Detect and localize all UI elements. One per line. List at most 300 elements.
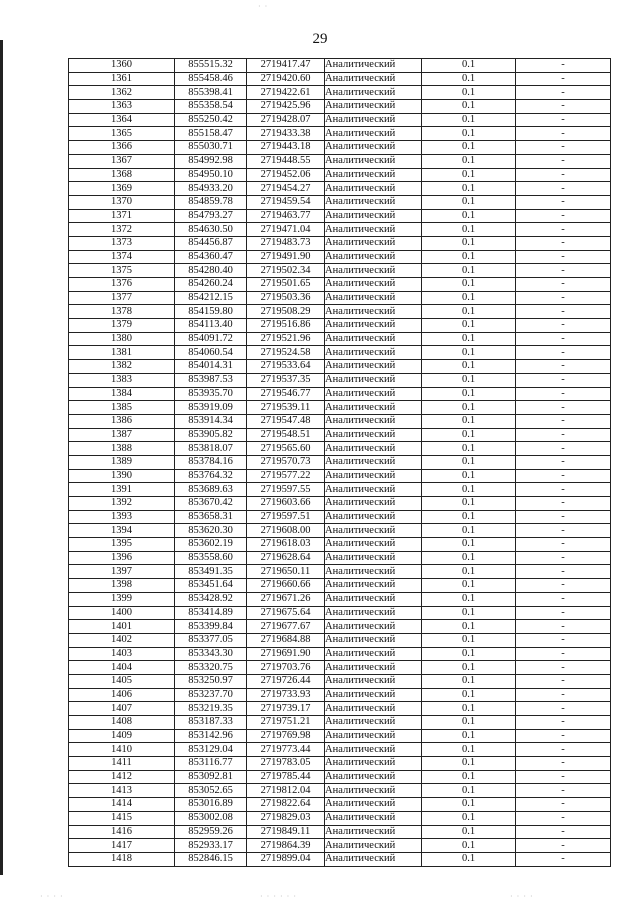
y-coordinate-cell: 2719785.44 [247,770,325,784]
x-coordinate-cell: 853919.09 [175,401,247,415]
y-coordinate-cell: 2719660.66 [247,579,325,593]
point-number-cell: 1384 [69,387,175,401]
x-coordinate-cell: 854014.31 [175,360,247,374]
note-cell: - [516,291,611,305]
method-cell: Аналитический [325,428,422,442]
accuracy-cell: 0.1 [422,100,516,114]
note-cell: - [516,72,611,86]
x-coordinate-cell: 855398.41 [175,86,247,100]
note-cell: - [516,86,611,100]
method-cell: Аналитический [325,442,422,456]
point-number-cell: 1400 [69,606,175,620]
note-cell: - [516,606,611,620]
point-number-cell: 1386 [69,414,175,428]
method-cell: Аналитический [325,223,422,237]
note-cell: - [516,346,611,360]
accuracy-cell: 0.1 [422,278,516,292]
method-cell: Аналитический [325,647,422,661]
accuracy-cell: 0.1 [422,154,516,168]
accuracy-cell: 0.1 [422,524,516,538]
accuracy-cell: 0.1 [422,839,516,853]
note-cell: - [516,373,611,387]
accuracy-cell: 0.1 [422,401,516,415]
method-cell: Аналитический [325,743,422,757]
x-coordinate-cell: 853116.77 [175,757,247,771]
y-coordinate-cell: 2719428.07 [247,113,325,127]
accuracy-cell: 0.1 [422,168,516,182]
y-coordinate-cell: 2719603.66 [247,497,325,511]
table-row [69,264,611,278]
accuracy-cell: 0.1 [422,291,516,305]
table-row [69,825,611,839]
accuracy-cell: 0.1 [422,59,516,73]
x-coordinate-cell: 853602.19 [175,538,247,552]
y-coordinate-cell: 2719899.04 [247,852,325,866]
note-cell: - [516,100,611,114]
x-coordinate-cell: 853784.16 [175,455,247,469]
x-coordinate-cell: 854992.98 [175,154,247,168]
accuracy-cell: 0.1 [422,182,516,196]
accuracy-cell: 0.1 [422,770,516,784]
method-cell: Аналитический [325,811,422,825]
table-row [69,401,611,415]
x-coordinate-cell: 853905.82 [175,428,247,442]
point-number-cell: 1387 [69,428,175,442]
x-coordinate-cell: 853052.65 [175,784,247,798]
x-coordinate-cell: 853237.70 [175,688,247,702]
x-coordinate-cell: 853399.84 [175,620,247,634]
accuracy-cell: 0.1 [422,633,516,647]
method-cell: Аналитический [325,291,422,305]
y-coordinate-cell: 2719524.58 [247,346,325,360]
point-number-cell: 1372 [69,223,175,237]
method-cell: Аналитический [325,798,422,812]
note-cell: - [516,743,611,757]
point-number-cell: 1377 [69,291,175,305]
method-cell: Аналитический [325,633,422,647]
point-number-cell: 1391 [69,483,175,497]
table-row [69,551,611,565]
table-row [69,688,611,702]
point-number-cell: 1396 [69,551,175,565]
note-cell: - [516,825,611,839]
y-coordinate-cell: 2719864.39 [247,839,325,853]
point-number-cell: 1408 [69,716,175,730]
table-row [69,784,611,798]
method-cell: Аналитический [325,141,422,155]
note-cell: - [516,702,611,716]
x-coordinate-cell: 853142.96 [175,729,247,743]
method-cell: Аналитический [325,305,422,319]
method-cell: Аналитический [325,483,422,497]
y-coordinate-cell: 2719565.60 [247,442,325,456]
note-cell: - [516,716,611,730]
x-coordinate-cell: 853092.81 [175,770,247,784]
note-cell: - [516,620,611,634]
table-row [69,757,611,771]
point-number-cell: 1390 [69,469,175,483]
method-cell: Аналитический [325,236,422,250]
note-cell: - [516,688,611,702]
table-row [69,113,611,127]
table-row [69,346,611,360]
note-cell: - [516,332,611,346]
table-row [69,154,611,168]
scan-artifact: · · · · [40,892,64,901]
y-coordinate-cell: 2719650.11 [247,565,325,579]
y-coordinate-cell: 2719502.34 [247,264,325,278]
accuracy-cell: 0.1 [422,250,516,264]
x-coordinate-cell: 854933.20 [175,182,247,196]
note-cell: - [516,305,611,319]
table-row [69,469,611,483]
x-coordinate-cell: 855515.32 [175,59,247,73]
x-coordinate-cell: 854859.78 [175,195,247,209]
table-row [69,592,611,606]
point-number-cell: 1418 [69,852,175,866]
y-coordinate-cell: 2719425.96 [247,100,325,114]
accuracy-cell: 0.1 [422,195,516,209]
table-row [69,100,611,114]
y-coordinate-cell: 2719618.03 [247,538,325,552]
accuracy-cell: 0.1 [422,483,516,497]
point-number-cell: 1410 [69,743,175,757]
y-coordinate-cell: 2719422.61 [247,86,325,100]
table-row [69,278,611,292]
accuracy-cell: 0.1 [422,305,516,319]
table-row [69,195,611,209]
y-coordinate-cell: 2719546.77 [247,387,325,401]
method-cell: Аналитический [325,770,422,784]
y-coordinate-cell: 2719691.90 [247,647,325,661]
y-coordinate-cell: 2719597.55 [247,483,325,497]
note-cell: - [516,319,611,333]
y-coordinate-cell: 2719539.11 [247,401,325,415]
point-number-cell: 1416 [69,825,175,839]
accuracy-cell: 0.1 [422,373,516,387]
accuracy-cell: 0.1 [422,223,516,237]
x-coordinate-cell: 855250.42 [175,113,247,127]
x-coordinate-cell: 853002.08 [175,811,247,825]
y-coordinate-cell: 2719577.22 [247,469,325,483]
x-coordinate-cell: 853670.42 [175,497,247,511]
point-number-cell: 1414 [69,798,175,812]
scan-artifact: · · · · [510,892,534,901]
point-number-cell: 1389 [69,455,175,469]
point-number-cell: 1361 [69,72,175,86]
table-row [69,702,611,716]
note-cell: - [516,195,611,209]
point-number-cell: 1382 [69,360,175,374]
method-cell: Аналитический [325,360,422,374]
note-cell: - [516,59,611,73]
point-number-cell: 1376 [69,278,175,292]
accuracy-cell: 0.1 [422,784,516,798]
accuracy-cell: 0.1 [422,414,516,428]
table-row [69,428,611,442]
y-coordinate-cell: 2719483.73 [247,236,325,250]
accuracy-cell: 0.1 [422,442,516,456]
method-cell: Аналитический [325,113,422,127]
note-cell: - [516,250,611,264]
note-cell: - [516,428,611,442]
coordinates-table [68,58,611,867]
method-cell: Аналитический [325,414,422,428]
y-coordinate-cell: 2719597.51 [247,510,325,524]
accuracy-cell: 0.1 [422,661,516,675]
method-cell: Аналитический [325,538,422,552]
point-number-cell: 1383 [69,373,175,387]
accuracy-cell: 0.1 [422,798,516,812]
note-cell: - [516,565,611,579]
method-cell: Аналитический [325,497,422,511]
method-cell: Аналитический [325,579,422,593]
x-coordinate-cell: 854456.87 [175,236,247,250]
note-cell: - [516,839,611,853]
table-row [69,236,611,250]
method-cell: Аналитический [325,839,422,853]
method-cell: Аналитический [325,729,422,743]
y-coordinate-cell: 2719829.03 [247,811,325,825]
method-cell: Аналитический [325,278,422,292]
method-cell: Аналитический [325,825,422,839]
accuracy-cell: 0.1 [422,702,516,716]
point-number-cell: 1395 [69,538,175,552]
x-coordinate-cell: 853428.92 [175,592,247,606]
method-cell: Аналитический [325,688,422,702]
point-number-cell: 1401 [69,620,175,634]
x-coordinate-cell: 854280.40 [175,264,247,278]
note-cell: - [516,647,611,661]
x-coordinate-cell: 853558.60 [175,551,247,565]
table-row [69,182,611,196]
scan-artifact: · · · · · · [260,892,297,901]
y-coordinate-cell: 2719516.86 [247,319,325,333]
x-coordinate-cell: 853320.75 [175,661,247,675]
y-coordinate-cell: 2719508.29 [247,305,325,319]
x-coordinate-cell: 854260.24 [175,278,247,292]
accuracy-cell: 0.1 [422,674,516,688]
method-cell: Аналитический [325,319,422,333]
method-cell: Аналитический [325,209,422,223]
accuracy-cell: 0.1 [422,757,516,771]
point-number-cell: 1370 [69,195,175,209]
note-cell: - [516,524,611,538]
note-cell: - [516,852,611,866]
note-cell: - [516,674,611,688]
table-row [69,209,611,223]
method-cell: Аналитический [325,852,422,866]
x-coordinate-cell: 855030.71 [175,141,247,155]
scan-edge-line [0,40,3,875]
point-number-cell: 1417 [69,839,175,853]
table-row [69,565,611,579]
table-row [69,319,611,333]
method-cell: Аналитический [325,373,422,387]
y-coordinate-cell: 2719533.64 [247,360,325,374]
point-number-cell: 1409 [69,729,175,743]
table-row [69,852,611,866]
method-cell: Аналитический [325,592,422,606]
point-number-cell: 1385 [69,401,175,415]
point-number-cell: 1411 [69,757,175,771]
method-cell: Аналитический [325,346,422,360]
x-coordinate-cell: 853219.35 [175,702,247,716]
point-number-cell: 1398 [69,579,175,593]
y-coordinate-cell: 2719570.73 [247,455,325,469]
x-coordinate-cell: 853689.63 [175,483,247,497]
point-number-cell: 1367 [69,154,175,168]
y-coordinate-cell: 2719420.60 [247,72,325,86]
accuracy-cell: 0.1 [422,113,516,127]
point-number-cell: 1365 [69,127,175,141]
accuracy-cell: 0.1 [422,141,516,155]
accuracy-cell: 0.1 [422,360,516,374]
note-cell: - [516,784,611,798]
x-coordinate-cell: 853491.35 [175,565,247,579]
accuracy-cell: 0.1 [422,387,516,401]
table-row [69,414,611,428]
table-row [69,729,611,743]
accuracy-cell: 0.1 [422,319,516,333]
x-coordinate-cell: 853764.32 [175,469,247,483]
accuracy-cell: 0.1 [422,455,516,469]
point-number-cell: 1393 [69,510,175,524]
note-cell: - [516,414,611,428]
method-cell: Аналитический [325,401,422,415]
method-cell: Аналитический [325,757,422,771]
table-row [69,442,611,456]
point-number-cell: 1378 [69,305,175,319]
accuracy-cell: 0.1 [422,346,516,360]
accuracy-cell: 0.1 [422,592,516,606]
note-cell: - [516,223,611,237]
y-coordinate-cell: 2719773.44 [247,743,325,757]
table-row [69,59,611,73]
note-cell: - [516,538,611,552]
method-cell: Аналитический [325,168,422,182]
point-number-cell: 1362 [69,86,175,100]
accuracy-cell: 0.1 [422,236,516,250]
accuracy-cell: 0.1 [422,538,516,552]
method-cell: Аналитический [325,127,422,141]
x-coordinate-cell: 853129.04 [175,743,247,757]
method-cell: Аналитический [325,620,422,634]
y-coordinate-cell: 2719547.48 [247,414,325,428]
x-coordinate-cell: 854212.15 [175,291,247,305]
note-cell: - [516,264,611,278]
table-row [69,606,611,620]
table-row [69,497,611,511]
note-cell: - [516,483,611,497]
note-cell: - [516,401,611,415]
table-row [69,455,611,469]
note-cell: - [516,770,611,784]
point-number-cell: 1369 [69,182,175,196]
note-cell: - [516,141,611,155]
point-number-cell: 1399 [69,592,175,606]
table-row [69,647,611,661]
x-coordinate-cell: 853016.89 [175,798,247,812]
point-number-cell: 1381 [69,346,175,360]
accuracy-cell: 0.1 [422,811,516,825]
method-cell: Аналитический [325,784,422,798]
x-coordinate-cell: 854113.40 [175,319,247,333]
table-row [69,716,611,730]
point-number-cell: 1412 [69,770,175,784]
point-number-cell: 1415 [69,811,175,825]
note-cell: - [516,510,611,524]
method-cell: Аналитический [325,510,422,524]
y-coordinate-cell: 2719769.98 [247,729,325,743]
method-cell: Аналитический [325,387,422,401]
y-coordinate-cell: 2719684.88 [247,633,325,647]
note-cell: - [516,497,611,511]
point-number-cell: 1402 [69,633,175,647]
y-coordinate-cell: 2719739.17 [247,702,325,716]
y-coordinate-cell: 2719433.38 [247,127,325,141]
method-cell: Аналитический [325,332,422,346]
y-coordinate-cell: 2719671.26 [247,592,325,606]
y-coordinate-cell: 2719703.76 [247,661,325,675]
x-coordinate-cell: 855458.46 [175,72,247,86]
point-number-cell: 1388 [69,442,175,456]
method-cell: Аналитический [325,154,422,168]
y-coordinate-cell: 2719503.36 [247,291,325,305]
point-number-cell: 1379 [69,319,175,333]
x-coordinate-cell: 854091.72 [175,332,247,346]
table-row [69,360,611,374]
method-cell: Аналитический [325,524,422,538]
table-row [69,811,611,825]
accuracy-cell: 0.1 [422,209,516,223]
accuracy-cell: 0.1 [422,551,516,565]
table-row [69,661,611,675]
y-coordinate-cell: 2719783.05 [247,757,325,771]
y-coordinate-cell: 2719548.51 [247,428,325,442]
y-coordinate-cell: 2719733.93 [247,688,325,702]
method-cell: Аналитический [325,702,422,716]
point-number-cell: 1407 [69,702,175,716]
accuracy-cell: 0.1 [422,716,516,730]
x-coordinate-cell: 854630.50 [175,223,247,237]
table-row [69,538,611,552]
table-row [69,291,611,305]
point-number-cell: 1380 [69,332,175,346]
accuracy-cell: 0.1 [422,332,516,346]
method-cell: Аналитический [325,716,422,730]
method-cell: Аналитический [325,59,422,73]
x-coordinate-cell: 854060.54 [175,346,247,360]
accuracy-cell: 0.1 [422,72,516,86]
table-row [69,168,611,182]
accuracy-cell: 0.1 [422,86,516,100]
note-cell: - [516,633,611,647]
y-coordinate-cell: 2719454.27 [247,182,325,196]
x-coordinate-cell: 852846.15 [175,852,247,866]
y-coordinate-cell: 2719677.67 [247,620,325,634]
table-row [69,633,611,647]
note-cell: - [516,278,611,292]
point-number-cell: 1360 [69,59,175,73]
point-number-cell: 1366 [69,141,175,155]
method-cell: Аналитический [325,674,422,688]
accuracy-cell: 0.1 [422,579,516,593]
table-row [69,305,611,319]
table-row [69,620,611,634]
y-coordinate-cell: 2719521.96 [247,332,325,346]
point-number-cell: 1394 [69,524,175,538]
